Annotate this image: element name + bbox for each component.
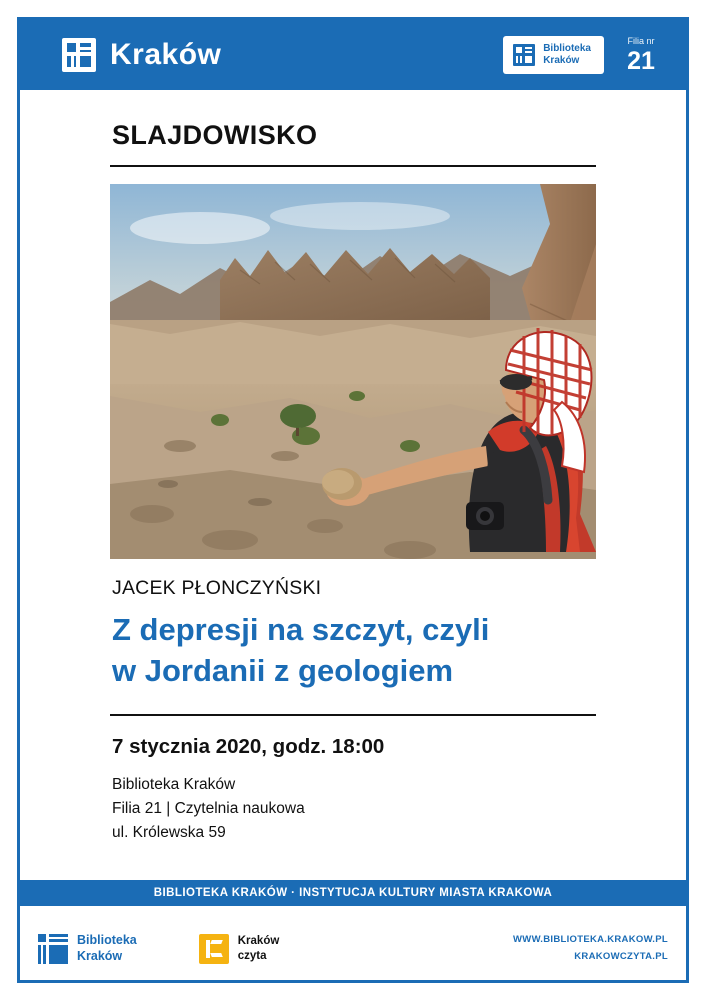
divider-top — [110, 165, 596, 167]
biblioteka-krakow-icon — [513, 44, 535, 66]
footer-krakow-czyta-line-2: czyta — [237, 950, 267, 962]
header-right — [503, 36, 664, 74]
venue-line-1: Biblioteka Kraków — [112, 775, 236, 793]
footer-krakow-czyta-logo — [199, 934, 280, 964]
footer-biblioteka-logo — [38, 933, 137, 964]
footer-biblioteka-line-2: Kraków — [77, 949, 123, 963]
event-photo — [110, 184, 596, 559]
venue-line-3: ul. Królewska 59 — [112, 823, 226, 841]
event-kicker: SLAJDOWISKO — [112, 120, 318, 150]
event-title — [112, 610, 596, 692]
branch-number: 21 — [627, 46, 655, 75]
event-datetime: 7 stycznia 2020, godz. 18:00 — [112, 734, 385, 758]
footer — [38, 920, 668, 978]
header-bar — [20, 20, 686, 90]
badge-line-2: Kraków — [543, 55, 580, 66]
branch-number-block — [618, 37, 664, 74]
event-venue — [112, 773, 596, 845]
krakow-logo — [62, 38, 221, 72]
event-photo-illustration — [110, 184, 596, 559]
footer-url-biblioteka[interactable]: WWW.BIBLIOTEKA.KRAKOW.PL — [513, 934, 668, 946]
event-title-line-1: Z depresji na szczyt, czyli — [112, 612, 490, 647]
krakow-czyta-icon — [199, 934, 229, 964]
biblioteka-krakow-badge-text — [543, 43, 591, 67]
footer-krakow-czyta-line-1: Kraków — [237, 935, 280, 948]
divider-bottom — [110, 714, 596, 716]
krakow-wordmark: Kraków — [110, 38, 222, 71]
footer-links — [513, 932, 668, 965]
branch-label: Filia nr — [627, 35, 655, 46]
event-author: JACEK PŁONCZYŃSKI — [112, 577, 322, 599]
footer-biblioteka-text — [77, 933, 137, 964]
poster-content — [110, 120, 596, 845]
krakow-crest-icon — [62, 38, 96, 72]
footer-url-krakowczyta[interactable]: KRAKOWCZYTA.PL — [574, 951, 668, 962]
event-title-line-2: w Jordanii z geologiem — [112, 652, 454, 688]
biblioteka-krakow-icon — [38, 934, 68, 964]
footer-krakow-czyta-text — [238, 934, 280, 964]
footer-strip: BIBLIOTEKA KRAKÓW · INSTYTUCJA KULTURY MIASTA KRAKOWA — [20, 880, 686, 906]
footer-biblioteka-line-1: Biblioteka — [77, 933, 137, 948]
biblioteka-krakow-badge — [503, 36, 604, 74]
badge-line-1: Biblioteka — [543, 42, 591, 54]
venue-line-2: Filia 21 | Czytelnia naukowa — [112, 799, 305, 817]
